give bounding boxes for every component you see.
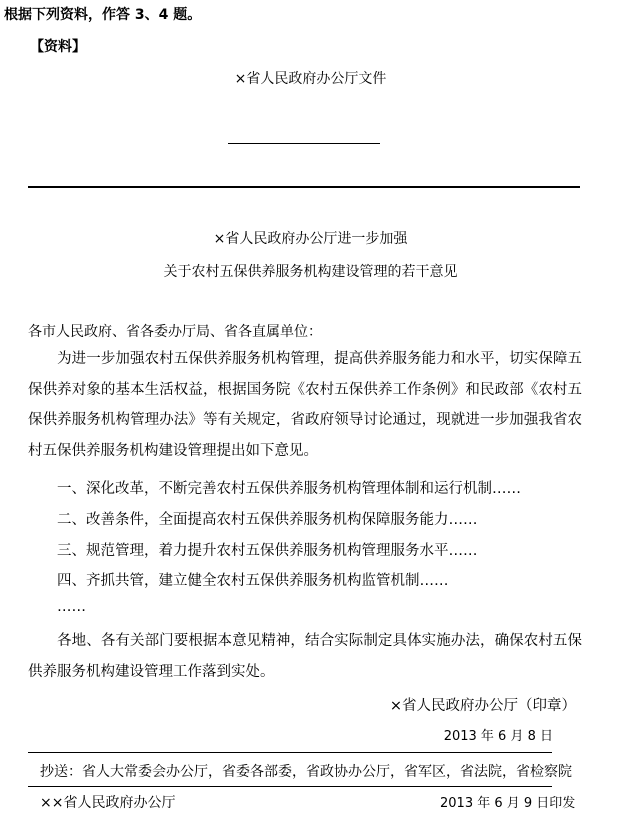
list-item: 三、规范管理，着力提升农村五保供养服务机构管理服务水平…… bbox=[57, 543, 478, 559]
print-date: 2013 年 6 月 9 日印发 bbox=[440, 796, 576, 811]
body-paragraph-1-text: 为进一步加强农村五保供养服务机构管理，提高供养服务能力和水平，切实保障五保供养对象的基本生活权益，根据国务院《农村五保供养工作条例》和民政部《农村五保供养服务机构管理办法》等有关规定，省政府领导讨论通过，现就进一步加强我省农村五保供养服务机构建设管理提出如下意见。 bbox=[28, 351, 582, 459]
sign-date: 2013 年 6 月 8 日 bbox=[443, 729, 553, 744]
footer-divider-middle bbox=[28, 786, 552, 787]
recipients: 各市人民政府、省各委办厅局、省各直属单位： bbox=[28, 324, 322, 340]
signature: ×省人民政府办公厅（印章） bbox=[389, 698, 576, 714]
footer-divider-top bbox=[28, 752, 552, 753]
document-title-line2: 关于农村五保供养服务机构建设管理的若干意见 bbox=[163, 264, 458, 280]
list-item: 二、改善条件，全面提高农村五保供养服务机构保障服务能力…… bbox=[57, 512, 478, 528]
body-paragraph-1 bbox=[28, 344, 582, 466]
instruction-text: 根据下列资料，作答 3、4 题。 bbox=[4, 7, 202, 23]
list-item: 四、齐抓共管，建立健全农村五保供养服务机构监管机制…… bbox=[57, 573, 449, 589]
cc-list: 抄送：省人大常委会办公厅，省委各部委，省政协办公厅，省军区，省法院，省检察院 bbox=[40, 764, 572, 780]
body-paragraph-2-text: 各地、各有关部门要根据本意见精神，结合实际制定具体实施办法，确保农村五保供养服务机构建设管理工作落到实处。 bbox=[28, 633, 582, 680]
list-item-ellipsis: …… bbox=[57, 599, 86, 615]
header-divider bbox=[28, 186, 580, 188]
document-title-line1: ×省人民政府办公厅进一步加强 bbox=[213, 231, 408, 247]
material-label: 【资料】 bbox=[30, 39, 86, 55]
issuer-heading: ×省人民政府办公厅文件 bbox=[234, 71, 387, 87]
list-item: 一、深化改革，不断完善农村五保供养服务机构管理体制和运行机制…… bbox=[57, 481, 521, 497]
doc-number-underline bbox=[228, 143, 380, 144]
body-paragraph-2 bbox=[28, 626, 582, 687]
print-issuer: ××省人民政府办公厅 bbox=[40, 795, 176, 811]
